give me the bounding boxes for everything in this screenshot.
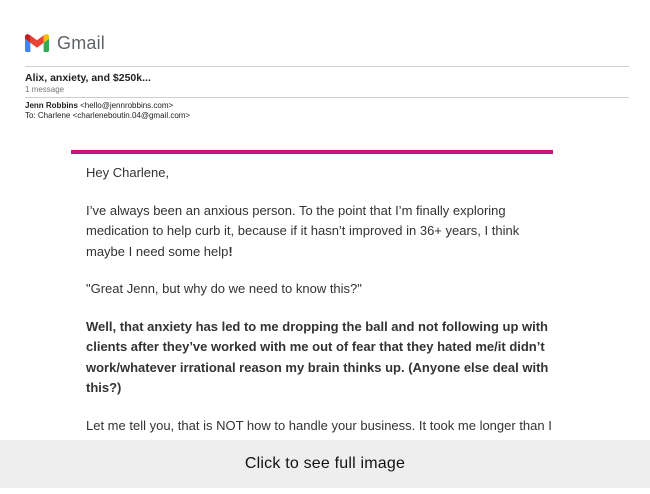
message-count: 1 message (25, 85, 65, 94)
sender-block (25, 101, 190, 121)
body-paragraph-2: "Great Jenn, but why do we need to know this?" (86, 281, 362, 296)
body-paragraph-1 (86, 201, 556, 263)
sender-email[interactable]: <hello@jennrobbins.com> (80, 101, 174, 110)
header-divider (25, 66, 629, 67)
sender-name: Jenn Robbins (25, 101, 78, 110)
body-paragraph-3: Well, that anxiety has led to me dropping the ball and not following up with clients after they’ve worked with me out of fear that they hated me/it didn’t work/whatever irrational reason my brain thinks up. (Anyone else deal with this?) (86, 318, 549, 395)
subject-divider (25, 97, 629, 98)
recipient-line: To: Charlene <charleneboutin.04@gmail.com> (25, 111, 191, 120)
body-paragraph-4: Let me tell you, that is NOT how to handle your business. It took me longer than I (86, 417, 552, 433)
see-full-image-label[interactable]: Click to see full image (244, 455, 406, 472)
see-full-image-banner[interactable] (0, 440, 650, 488)
app-name: Gmail (57, 32, 106, 53)
email-accent-bar (71, 150, 553, 154)
email-subject[interactable]: Alix, anxiety, and $250k... (25, 72, 151, 84)
gmail-m-icon (25, 34, 49, 52)
gmail-header (25, 31, 105, 55)
paragraph-1-exclaim: ! (228, 243, 233, 259)
greeting: Hey Charlene, (86, 165, 170, 180)
paragraph-1-text: I’ve always been an anxious person. To the point that I’m finally exploring medication to help curb it, because if it hasn’t improved in 36+ years, I think maybe I need some help (86, 202, 520, 259)
